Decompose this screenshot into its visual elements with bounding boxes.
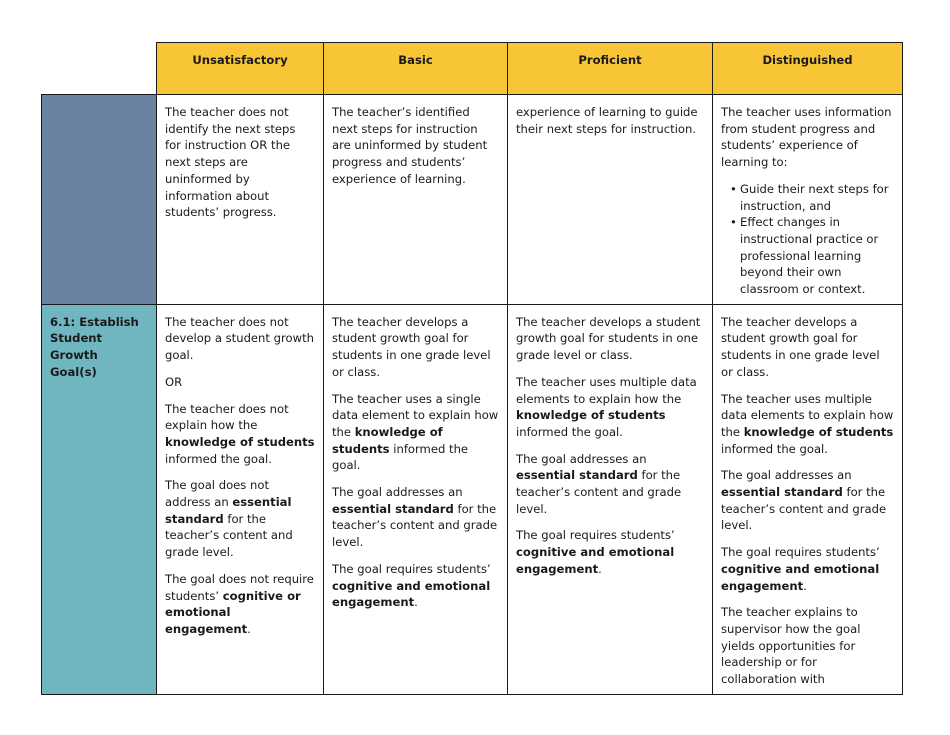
cell-text: The teacher develops a student growth goal for students in one grade level or class. <box>516 314 701 363</box>
cell-text: The goal addresses an essential standard for the teacher’s content and grade level. <box>516 451 682 516</box>
cell-text: The teacher does not develop a student growth goal. <box>165 314 314 363</box>
cell-text: The goal requires students’ cognitive and emotional engagement. <box>332 561 491 610</box>
cell-text: The teacher uses a single data element to explain how the knowledge of students informed the goal. <box>332 391 499 473</box>
cell-distinguished <box>713 304 903 694</box>
cell-unsatisfactory <box>157 304 324 694</box>
list-item <box>731 214 894 298</box>
cell-text: OR <box>165 374 183 389</box>
cell-text: The teacher uses multiple data elements to explain how the knowledge of students informed the goal. <box>516 374 697 439</box>
bold-term: knowledge of students <box>165 434 315 449</box>
bold-term: essential standard <box>332 501 454 516</box>
rubric-table <box>41 42 903 695</box>
bold-term: essential standard <box>165 495 292 526</box>
header-distinguished: Distinguished <box>713 43 903 95</box>
bold-term: knowledge of students <box>743 424 894 439</box>
cell-text: The goal requires students’ cognitive and emotional engagement. <box>516 528 675 576</box>
criterion-title: 6.1: Establish Student Growth Goal(s) <box>50 314 139 379</box>
bullet-list <box>721 181 894 298</box>
bold-term: cognitive and emotional engagement <box>721 561 880 593</box>
cell-proficient <box>508 304 713 694</box>
cell-basic <box>324 95 508 305</box>
header-basic: Basic <box>324 43 508 95</box>
cell-text: The goal requires students’ cognitive and emotional engagement. <box>721 545 880 593</box>
row-label-cell <box>42 304 157 694</box>
cell-text: The teacher uses multiple data elements to explain how the knowledge of students informed the goal. <box>721 391 894 456</box>
cell-text: The teacher develops a student growth goal for students in one grade level or class. <box>332 314 491 379</box>
cell-text: The goal addresses an essential standard for the teacher’s content and grade level. <box>721 468 887 533</box>
cell-text: The goal addresses an essential standard for the teacher’s content and grade level. <box>332 485 498 550</box>
bold-term: knowledge of students <box>332 424 443 456</box>
cell-text: The teacher explains to supervisor how the goal yields opportunities for leadership or for collaboration with <box>721 605 861 687</box>
row-label-cell <box>42 95 157 305</box>
bold-term: knowledge of students <box>516 408 666 423</box>
header-row <box>42 43 903 95</box>
cell-text: The goal does not require students’ cognitive or emotional engagement. <box>165 571 314 636</box>
corner-cell <box>42 43 157 95</box>
list-item <box>731 181 894 214</box>
cell-unsatisfactory <box>157 95 324 305</box>
bullet-icon: • <box>730 181 737 196</box>
cell-text: experience of learning to guide their next steps for instruction. <box>516 105 698 136</box>
bold-term: essential standard <box>516 468 638 483</box>
bold-term: essential standard <box>721 485 843 500</box>
header-unsatisfactory: Unsatisfactory <box>157 43 324 95</box>
bold-term: cognitive and emotional engagement <box>516 545 675 576</box>
bold-term: cognitive and emotional engagement <box>332 578 491 610</box>
bold-term: cognitive or emotional engagement <box>165 588 301 636</box>
table-row <box>42 304 903 694</box>
cell-text: The teacher does not explain how the knowledge of students informed the goal. <box>165 401 315 466</box>
header-proficient: Proficient <box>508 43 713 95</box>
cell-text: The teacher develops a student growth goal for students in one grade level or class. <box>721 314 880 379</box>
cell-text: The teacher’s identified next steps for instruction are uninformed by student progress and students’ experience of learning. <box>332 105 488 186</box>
cell-distinguished <box>713 95 903 305</box>
table-row <box>42 95 903 305</box>
list-item-text: Guide their next steps for instruction, and <box>740 181 889 213</box>
cell-text: The teacher does not identify the next steps for instruction OR the next steps are uninformed by information about students’ progress. <box>165 105 296 220</box>
list-item-text: Effect changes in instructional practice or professional learning beyond their own classroom or context. <box>740 215 879 297</box>
bullet-icon: • <box>730 215 737 230</box>
cell-basic <box>324 304 508 694</box>
cell-text: The goal does not address an essential standard for the teacher’s content and grade level. <box>165 478 293 560</box>
cell-text: The teacher uses information from student progress and students’ experience of learning to: <box>721 105 892 170</box>
cell-proficient <box>508 95 713 305</box>
